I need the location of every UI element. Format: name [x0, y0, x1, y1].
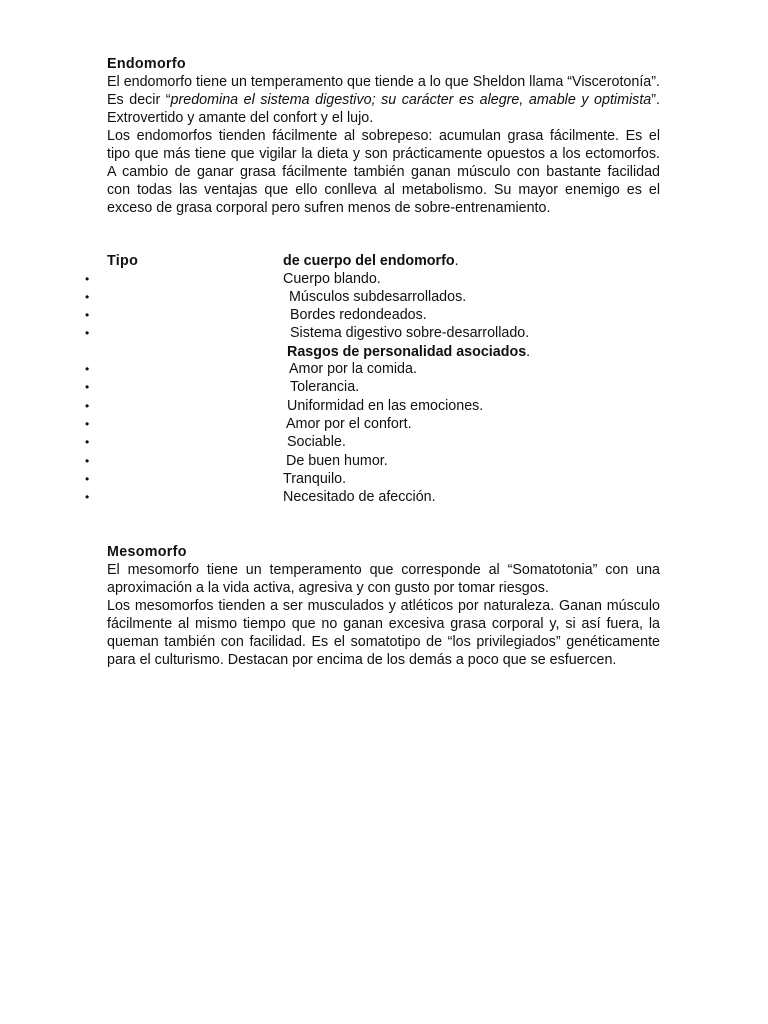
rasgos-heading-bold: Rasgos de personalidad asociados	[287, 344, 527, 360]
tipo-heading-bold: de cuerpo del endomorfo	[283, 253, 455, 269]
bullet-icon: •	[85, 380, 90, 394]
bullet-icon: •	[85, 472, 90, 486]
personality-item-2: Uniformidad en las emociones.	[287, 398, 484, 414]
body-list-item-1: Músculos subdesarrollados.	[289, 289, 467, 305]
endomorfo-p1-start: El endomorfo tiene un temperamento que tiende a lo que Sheldon llama “Viscerotonía”. Es decir “	[107, 74, 660, 108]
body-list-item-2: Bordes redondeados.	[290, 307, 427, 323]
bullet-icon: •	[85, 435, 90, 449]
personality-item-6: Tranquilo.	[283, 471, 347, 487]
mesomorfo-paragraph-2: Los mesomorfos tienden a ser musculados y atléticos por naturaleza. Ganan músculo fácilmente al mismo tiempo que no ganan excesiva grasa corporal y, si así fuera, la queman también con facilidad. Es el somatotipo de “los privilegiados” genéticamente para el culturismo. Destacan por encima de los demás a poco que se esfuercen.	[107, 598, 660, 668]
mesomorfo-title: Mesomorfo	[107, 544, 187, 560]
bullet-icon: •	[85, 454, 90, 468]
endomorfo-p1-end: ”. Extrovertido y amante del confort y el lujo.	[107, 92, 660, 126]
body-list-item-3: Sistema digestivo sobre-desarrollado.	[290, 325, 530, 341]
bullet-icon: •	[85, 362, 90, 376]
rasgos-heading	[287, 343, 530, 361]
endomorfo-section	[107, 55, 660, 217]
bullet-icon: •	[85, 308, 90, 322]
mesomorfo-section	[107, 543, 660, 669]
personality-item-4: Sociable.	[287, 434, 346, 450]
personality-item-5: De buen humor.	[286, 453, 388, 469]
bullet-icon: •	[85, 399, 90, 413]
body-list-item-0: Cuerpo blando.	[283, 271, 381, 287]
personality-item-0: Amor por la comida.	[289, 361, 417, 377]
bullet-icon: •	[85, 417, 90, 431]
mesomorfo-paragraph-1: El mesomorfo tiene un temperamento que corresponde al “Somatotonia” con una aproximación a la vida activa, agresiva y con gusto por tomar riesgos.	[107, 562, 660, 596]
personality-item-1: Tolerancia.	[290, 379, 360, 395]
endomorfo-title: Endomorfo	[107, 56, 186, 72]
endomorfo-paragraph-1	[107, 73, 660, 127]
tipo-heading-right	[283, 252, 459, 270]
tipo-heading-period: .	[454, 253, 459, 269]
rasgos-heading-period: .	[526, 344, 531, 360]
bullet-icon: •	[85, 326, 90, 340]
endomorfo-p1-italic: predomina el sistema digestivo; su carácter es alegre, amable y optimista	[170, 92, 652, 108]
endomorfo-paragraph-2: Los endomorfos tienden fácilmente al sobrepeso: acumulan grasa fácilmente. Es el tipo que más tiene que vigilar la dieta y son prácticamente opuestos a los ectomorfos. A cambio de ganar grasa fácilmente también ganan músculo con bastante facilidad con todas las ventajas que ello conlleva al metabolismo. Su mayor enemigo es el exceso de grasa corporal pero sufren menos de sobre-entrenamiento.	[107, 128, 660, 216]
bullet-icon: •	[85, 490, 90, 504]
bullet-icon: •	[85, 290, 90, 304]
personality-item-3: Amor por el confort.	[286, 416, 412, 432]
personality-item-7: Necesitado de afección.	[283, 489, 436, 505]
tipo-heading-left: Tipo	[107, 253, 139, 269]
bullet-icon: •	[85, 272, 90, 286]
